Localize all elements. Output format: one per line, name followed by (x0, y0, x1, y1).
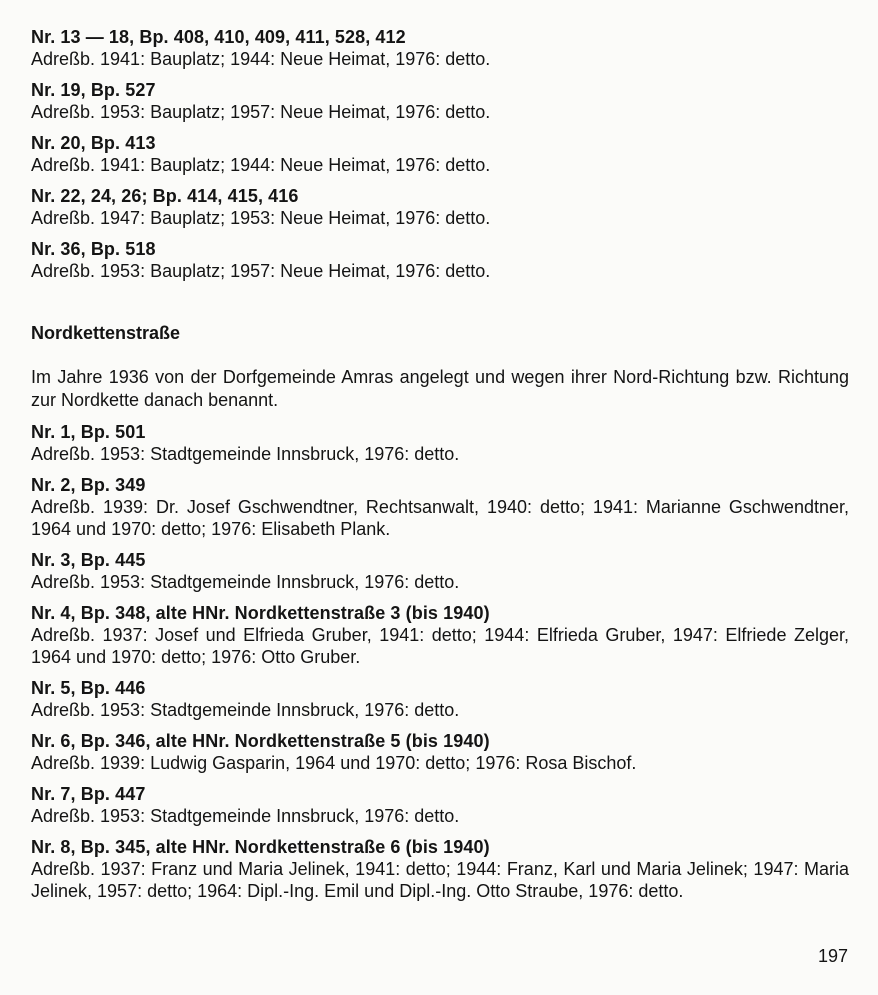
entries-top (31, 26, 849, 282)
section-heading: Nordkettenstraße (31, 323, 181, 343)
address-entry (31, 474, 849, 540)
address-entry (31, 79, 849, 123)
entry-title: Nr. 22, 24, 26; Bp. 414, 415, 416 (31, 186, 299, 206)
entry-text: Adreßb. 1953: Stadtgemeinde Innsbruck, 1976: detto. (31, 700, 460, 720)
entry-title: Nr. 13 — 18, Bp. 408, 410, 409, 411, 528, 412 (31, 27, 406, 47)
entry-title: Nr. 2, Bp. 349 (31, 475, 146, 495)
entry-text: Adreßb. 1953: Stadtgemeinde Innsbruck, 1976: detto. (31, 806, 460, 826)
address-entry (31, 836, 849, 902)
address-entry (31, 783, 849, 827)
entry-text: Adreßb. 1953: Stadtgemeinde Innsbruck, 1976: detto. (31, 572, 460, 592)
page-number: 197 (817, 946, 848, 966)
entry-title: Nr. 5, Bp. 446 (31, 678, 146, 698)
address-entry (31, 185, 849, 229)
entry-title: Nr. 19, Bp. 527 (31, 80, 156, 100)
address-entry (31, 602, 849, 668)
entry-title: Nr. 8, Bp. 345, alte HNr. Nordkettenstraße 6 (bis 1940) (31, 837, 490, 857)
address-entry (31, 730, 849, 774)
address-entry (31, 421, 849, 465)
entry-title: Nr. 1, Bp. 501 (31, 422, 146, 442)
entry-title: Nr. 4, Bp. 348, alte HNr. Nordkettenstraße 3 (bis 1940) (31, 603, 490, 623)
entry-text: Adreßb. 1937: Josef und Elfrieda Gruber, 1941: detto; 1944: Elfrieda Gruber, 1947: Elfriede Zelger, 1964 und 1970: detto; 1976: Otto Gruber. (31, 625, 849, 667)
entry-text: Adreßb. 1953: Bauplatz; 1957: Neue Heimat, 1976: detto. (31, 102, 491, 122)
section-intro: Im Jahre 1936 von der Dorfgemeinde Amras angelegt und wegen ihrer Nord-Richtung bzw. Richtung zur Nordkette danach benannt. (31, 367, 849, 410)
entry-text: Adreßb. 1939: Ludwig Gasparin, 1964 und 1970: detto; 1976: Rosa Bischof. (31, 753, 637, 773)
entry-text: Adreßb. 1941: Bauplatz; 1944: Neue Heimat, 1976: detto. (31, 155, 491, 175)
entry-title: Nr. 3, Bp. 445 (31, 550, 146, 570)
entry-text: Adreßb. 1941: Bauplatz; 1944: Neue Heimat, 1976: detto. (31, 49, 491, 69)
entry-title: Nr. 20, Bp. 413 (31, 133, 156, 153)
entry-text: Adreßb. 1953: Bauplatz; 1957: Neue Heimat, 1976: detto. (31, 261, 491, 281)
entry-title: Nr. 7, Bp. 447 (31, 784, 146, 804)
address-entry (31, 677, 849, 721)
address-entry (31, 132, 849, 176)
entry-text: Adreßb. 1947: Bauplatz; 1953: Neue Heimat, 1976: detto. (31, 208, 491, 228)
entry-text: Adreßb. 1953: Stadtgemeinde Innsbruck, 1976: detto. (31, 444, 460, 464)
address-entry (31, 238, 849, 282)
address-entry (31, 26, 849, 70)
address-entry (31, 549, 849, 593)
entry-text: Adreßb. 1939: Dr. Josef Gschwendtner, Rechtsanwalt, 1940: detto; 1941: Marianne Gschwendtner, 1964 und 1970: detto; 1976: Elisabeth Plank. (31, 497, 849, 539)
entries-section (31, 421, 849, 902)
entry-title: Nr. 36, Bp. 518 (31, 239, 156, 259)
entry-title: Nr. 6, Bp. 346, alte HNr. Nordkettenstraße 5 (bis 1940) (31, 731, 490, 751)
document-page (31, 26, 849, 911)
entry-text: Adreßb. 1937: Franz und Maria Jelinek, 1941: detto; 1944: Franz, Karl und Maria Jelinek; 1947: Maria Jelinek, 1957: detto; 1964: Dipl.-Ing. Emil und Dipl.-Ing. Otto Straube, 1976: detto. (31, 859, 849, 901)
